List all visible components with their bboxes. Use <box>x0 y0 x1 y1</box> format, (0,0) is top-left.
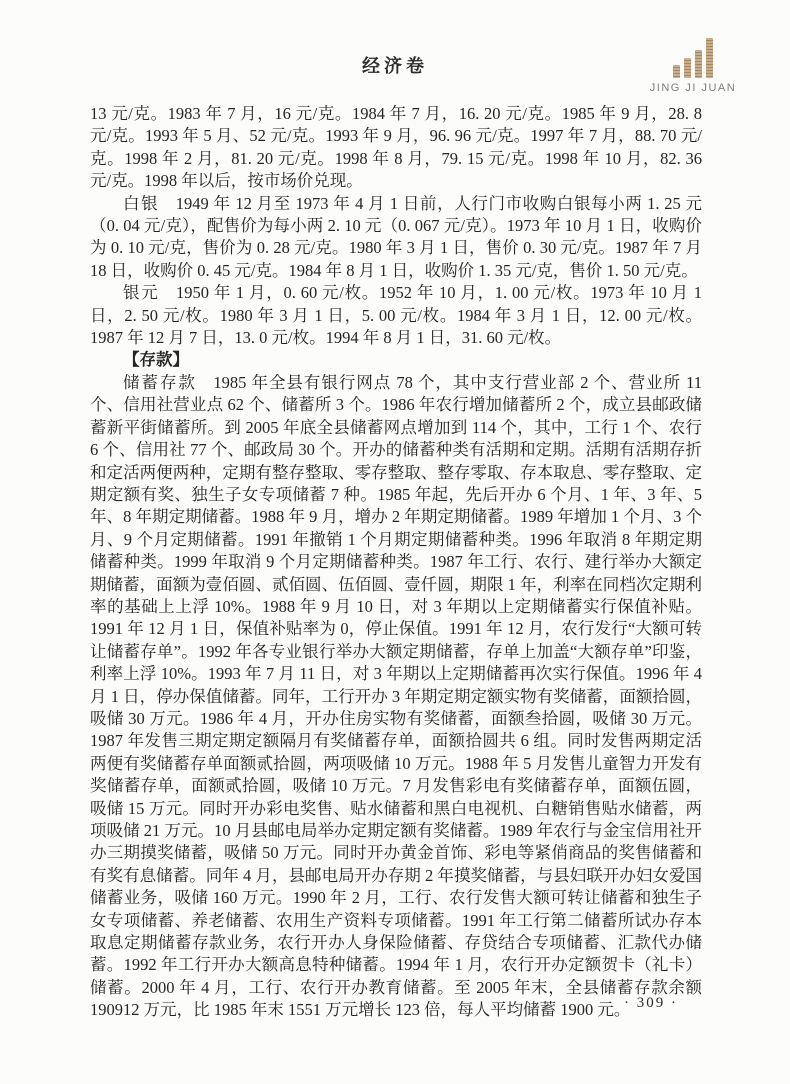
page-number: · 309 · <box>624 995 678 1011</box>
entry-label-silver: 白银 <box>123 193 160 213</box>
logo-bar-4 <box>706 38 713 78</box>
paragraph-text: 1985 年全县有银行网点 78 个，其中支行营业部 2 个、营业所 11 个、信用社营业点 62 个、储蓄所 3 个。1986 年农行增加储蓄所 2 个，成立县邮政储蓄新平街储蓄所。到 2005 年底全县储蓄网点增加到 114 个，其中，工行 1 个、农行 6 个、信用社 77 个、邮政局 30 个。开办的储蓄种类有活期和定期。活期有活期存折和定活两便两种，定期有整存整取、零存整取、整存零取、存本取息、零存整取、定期定额有奖、独生子女专项储蓄 7 种。1985 年起，先后开办 6 个月、1 年、3 年、5 年、8 年期定期储蓄。1988 年 9 月，增办 2 年期定期储蓄。1989 年增加 1 个月、3 个月、9 个月定期储蓄。1991 年撤销 1 个月期定期储蓄种类。1996 年取消 8 年期定期储蓄种类。1999 年取消 9 个月定期储蓄种类。1987 年工行、农行、建行举办大额定期储蓄，面额为壹佰圆、贰佰圆、伍佰圆、壹仟圆，期限 1 年，利率在同档次定期利率的基础上上浮 10%。1988 年 9 月 10 日，对 3 年期以上定期储蓄实行保值补贴。1991 年 12 月 1 日，保值补贴率为 0，停止保值。1991 年 12 月，农行发行“大额可转让储蓄存单”。1992 年各专业银行举办大额定期储蓄，存单上加盖“大额存单”印鉴，利率上浮 10%。1993 年 7 月 11 日，对 3 年期以上定期储蓄再次实行保值。1996 年 4 月 1 日，停办保值储蓄。同年，工行开办 3 年期定期定额实物有奖储蓄，面额拾圆，吸储 30 万元。1986 年 4 月，开办住房实物有奖储蓄，面额叁拾圆，吸储 30 万元。1987 年发售三期定期定额隔月有奖储蓄存单，面额拾圆共 6 组。同时发售两期定活两便有奖储蓄存单面额贰拾圆，两项吸储 10 万元。1988 年 5 月发售儿童智力开发有奖储蓄存单，面额贰拾圆，吸储 10 万元。7 月发售彩电有奖储蓄存单，面额伍圆，吸储 15 万元。同时开办彩电奖售、贴水储蓄和黑白电视机、白糖销售贴水储蓄，两项吸储 21 万元。10 月县邮电局举办定期定额有奖储蓄。1989 年农行与金宝信用社开办三期摸奖储蓄，吸储 50 万元。同时开办黄金首饰、彩电等紧俏商品的奖售储蓄和有奖有息储蓄。同年 4 月，县邮电局开办存期 2 年摸奖储蓄，与县妇联开办妇女爱国储蓄业务，吸储 160 万元。1990 年 2 月，工行、农行发售大额可转让储蓄和独生子女专项储蓄、养老储蓄、农用生产资料专项储蓄。1991 年工行第二储蓄所试办存本取息定期储蓄存款业务，农行开办人身保险储蓄、存贷结合专项储蓄、汇款代办储蓄。1992 年工行开办大额高息特种储蓄。1994 年 1 月，农行开办定额贺卡（礼卡）储蓄。2000 年 4 月，工行、农行开办教育储蓄。至 2005 年末，全县储蓄存款余额 190912 万元，比 1985 年末 1551 万元增长 123 倍，每人平均储蓄 1900 元。 <box>90 372 702 1020</box>
entry-label-savings-deposits: 储蓄存款 <box>123 372 197 392</box>
running-head-title: 经济卷 <box>362 56 428 76</box>
paragraph-silver-dollar <box>90 282 702 349</box>
paragraph-text: 1950 年 1 月，0. 60 元/枚。1952 年 10 月，1. 00 元/枚。1973 年 10 月 1 日，2. 50 元/枚。1980 年 3 月 1 日，5. 00 元/枚。1984 年 3 月 1 日，12. 00 元/枚。1987 年 12 月 7 日，13. 0 元/枚。1994 年 8 月 1 日，31. 60 元/枚。 <box>90 283 703 348</box>
bar-chart-coins-icon <box>640 36 746 78</box>
paragraph-text: 13 元/克。1983 年 7 月，16 元/克。1984 年 7 月，16. 20 元/克。1985 年 9 月，28. 8 元/克。1993 年 5 月、52 元/克。1993 年 9 月，96. 96 元/克。1997 年 7 月，88. 70 元/克。1998 年 2 月，81. 20 元/克。1998 年 8 月，79. 15 元/克。1998 年 10 月，82. 36 元/克。1998 年以后，按市场价兑现。 <box>90 104 702 191</box>
section-heading-deposits: 【存款】 <box>123 351 189 370</box>
paragraph-text: 1949 年 12 月至 1973 年 4 月 1 日前，人行门市收购白银每小两 1. 25 元（0. 04 元/克），配售价为每小两 2. 10 元（0. 067 元/克）。1973 年 10 月 1 日，收购价为 0. 10 元/克，售价为 0. 28 元/克。1980 年 3 月 1 日，售价 0. 30 元/克。1987 年 7 月 18 日，收购价 0. 45 元/克。1984 年 8 月 1 日，收购价 1. 35 元/克，售价 1. 50 元/克。 <box>90 193 703 280</box>
logo-text: JING JI JUAN <box>649 82 737 94</box>
paragraph-silver <box>90 193 702 283</box>
logo-bar-1 <box>673 65 680 78</box>
publisher-logo <box>640 36 746 94</box>
logo-bar-2 <box>684 58 691 78</box>
paragraph-gold-price-continuation <box>90 103 702 193</box>
paragraph-savings-deposits <box>90 372 702 1022</box>
body-text <box>90 103 702 1022</box>
logo-bar-3 <box>695 50 702 78</box>
entry-label-silver-dollar: 银元 <box>123 283 160 303</box>
